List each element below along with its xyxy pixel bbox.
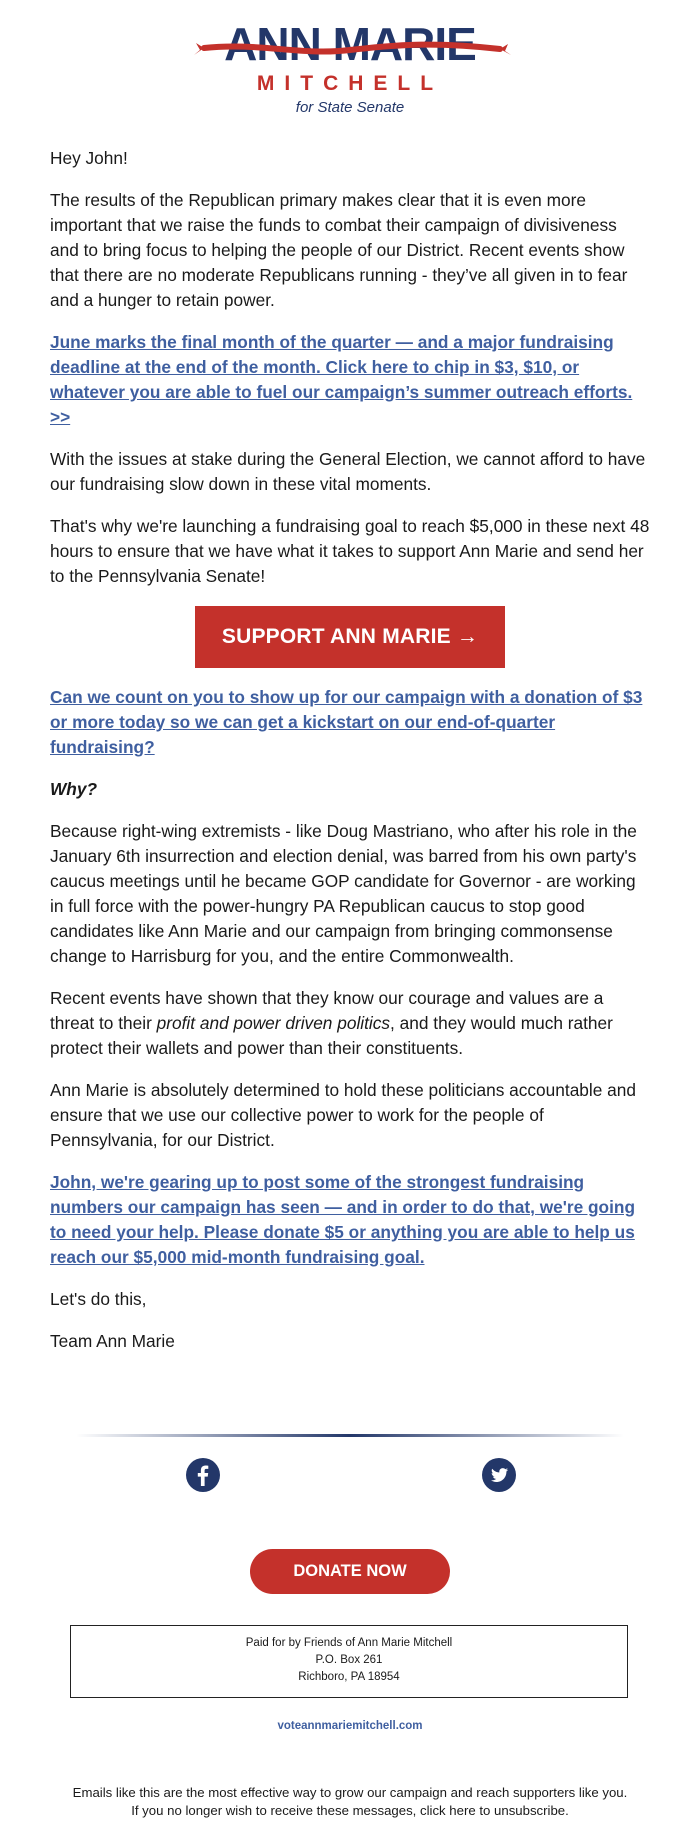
campaign-logo (0, 6, 700, 116)
twitter-icon[interactable] (482, 1458, 516, 1492)
logo-name-line1: ANN MARIE (224, 18, 476, 70)
footer-divider (76, 1434, 624, 1437)
city-line: Richboro, PA 18954 (298, 1671, 400, 1683)
signoff-line: Let's do this, (50, 1289, 147, 1309)
donate-link-mid-month-goal[interactable]: John, we're gearing up to post some of the strongest fundraising numbers our campaign has seen — and in order to do that, we're going to need your help. Please donate $5 or anything you are able to help us reach our $5,000 mid-month fundraising goal. (50, 1172, 636, 1267)
unsubscribe-link[interactable]: If you no longer wish to receive these messages, click here to unsubscribe. (131, 1803, 569, 1818)
donate-link-quarter-deadline[interactable]: June marks the final month of the quarter — and a major fundraising deadline at the end of the month. Click here to chip in $3, $10, or whatever you are able to fuel our campaign’s summer outreach efforts. >> (50, 332, 633, 427)
support-ann-marie-button[interactable]: SUPPORT ANN MARIE → (195, 606, 505, 668)
paragraph-fundraising-goal: That's why we're launching a fundraising goal to reach $5,000 in these next 48 hours to ensure that we have what it takes to support Ann Marie and send her to the Pennsylvania Senate! (50, 516, 650, 586)
logo-tagline: for State Senate (295, 99, 405, 116)
paragraph-extremists: Because right-wing extremists - like Doug Mastriano, who after his role in the January 6th insurrection and election denial, was barred from his own party's caucus meetings until he became GOP candidate for Governor - are working in full force with the power-hungry PA Republican caucus to stop good candidates like Ann Marie and our campaign from bringing commonsense change to Harrisburg for you, and the entire Commonwealth. (50, 821, 637, 966)
email-footer (0, 1784, 700, 1820)
paragraph-courage-values: Recent events have shown that they know our courage and values are a threat to their profit and power driven politics, and they would much rather protect their wallets and power than their constituents. (50, 988, 613, 1058)
greeting: Hey John! (50, 148, 128, 168)
email-body (50, 146, 650, 1371)
paragraph-primary-results: The results of the Republican primary makes clear that it is even more important that we raise the funds to combat their campaign of divisiveness and to bring focus to helping the people of our District. Recent events show that there are no moderate Republicans running - they’ve all given in to fear and a hunger to retain power. (50, 190, 628, 310)
website-link[interactable]: voteannmariemitchell.com (277, 1720, 423, 1732)
po-box-line: P.O. Box 261 (315, 1654, 383, 1666)
footer-line-effective: Emails like this are the most effective way to grow our campaign and reach supporters like you. (72, 1785, 628, 1800)
signoff-team: Team Ann Marie (50, 1331, 175, 1351)
logo-name-line2: MITCHELL (256, 72, 444, 95)
paragraph-general-election: With the issues at stake during the General Election, we cannot afford to have our fundraising slow down in these vital moments. (50, 449, 646, 494)
why-heading: Why? (50, 779, 98, 799)
paid-for-line: Paid for by Friends of Ann Marie Mitchell (245, 1637, 453, 1649)
paragraph-accountable: Ann Marie is absolutely determined to hold these politicians accountable and ensure that we use our collective power to work for the people of Pennsylvania, for our District. (50, 1080, 637, 1150)
donate-now-button[interactable]: DONATE NOW (250, 1549, 450, 1594)
facebook-icon[interactable] (186, 1458, 220, 1492)
donate-link-kickstart[interactable]: Can we count on you to show up for our campaign with a donation of $3 or more today so we can get a kickstart on our end-of-quarter fundraising? (50, 687, 643, 757)
paid-for-disclaimer (70, 1625, 628, 1698)
